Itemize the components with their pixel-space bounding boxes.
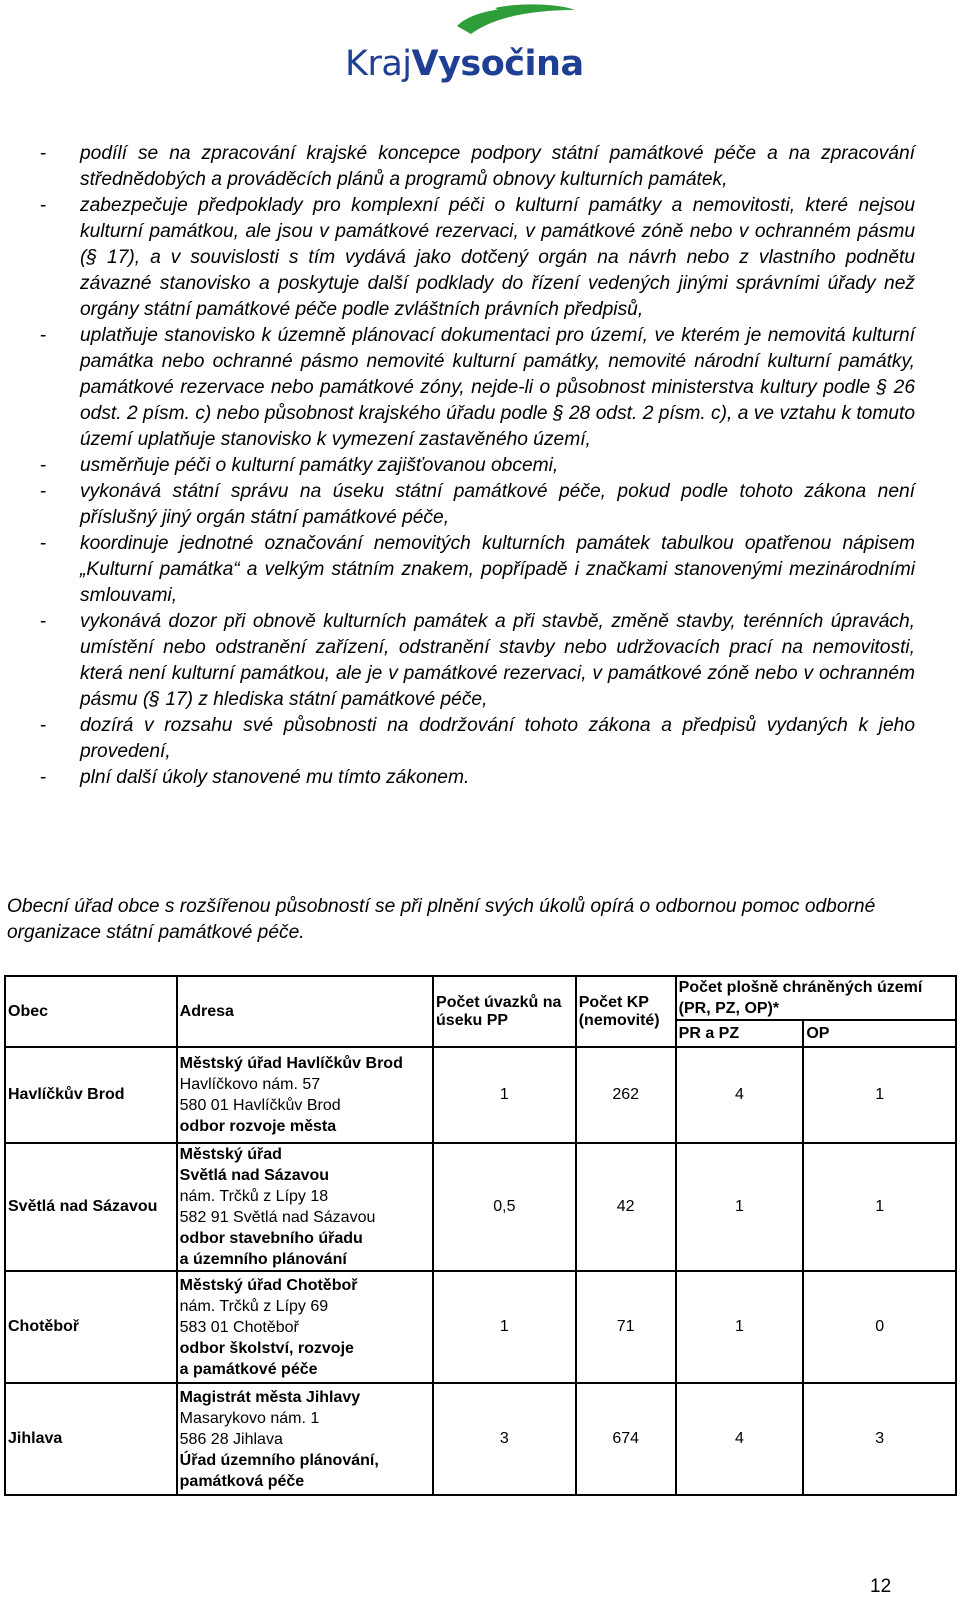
address-line: Masarykovo nám. 1 <box>179 1409 320 1427</box>
page-number: 12 <box>870 1576 892 1597</box>
cell-obec: Chotěboř <box>5 1271 177 1383</box>
cell-obec: Jihlava <box>5 1383 177 1495</box>
address-line: odbor školství, rozvoje <box>179 1339 354 1357</box>
list-item-text: usměrňuje péči o kulturní památky zajišťovanou obcemi, <box>80 455 559 476</box>
address-line: Magistrát města Jihlavy <box>179 1388 361 1406</box>
table-row <box>5 1271 956 1383</box>
list-item-text: podílí se na zpracování krajské koncepce podpory státní památkové péče a na zpracování střednědobých a prováděcích plánů a programů obnovy kulturních památek, <box>80 143 915 190</box>
list-dash: - <box>40 325 47 346</box>
table-row <box>5 1143 956 1271</box>
cell-kp: 674 <box>576 1383 676 1495</box>
cell-kp: 262 <box>576 1047 676 1143</box>
header-uvazky: Počet úvazků na úseku PP <box>433 976 576 1047</box>
list-dash: - <box>40 767 47 788</box>
address-line: odbor stavebního úřadu <box>179 1230 363 1247</box>
list-item <box>40 531 915 609</box>
cell-obec: Světlá nad Sázavou <box>5 1143 177 1271</box>
cell-pr-pz: 4 <box>676 1383 804 1495</box>
address-line: 583 01 Chotěboř <box>179 1318 299 1336</box>
cell-pr-pz: 4 <box>676 1047 804 1143</box>
list-dash: - <box>40 611 47 632</box>
closing-paragraph: Obecní úřad obce s rozšířenou působností se při plnění svých úkolů opírá o odbornou pomoc odborné organizace státní památkové péče. <box>7 896 876 943</box>
cell-adresa <box>177 1271 433 1383</box>
list-dash: - <box>40 455 47 476</box>
list-item <box>40 141 915 193</box>
cell-kp: 71 <box>576 1271 676 1383</box>
address-line: nám. Trčků z Lípy 18 <box>179 1188 329 1205</box>
address-line: Havlíčkovo nám. 57 <box>179 1076 321 1093</box>
list-item-text: dozírá v rozsahu své působnosti na dodržování tohoto zákona a předpisů vydaných k jeho provedení, <box>80 715 915 762</box>
list-item <box>40 193 915 323</box>
kraj-vysocina-logo <box>345 4 595 90</box>
list-item <box>40 453 915 479</box>
address-line: památková péče <box>179 1472 305 1490</box>
cell-pr-pz: 1 <box>676 1271 804 1383</box>
address-line: Světlá nad Sázavou <box>179 1167 330 1184</box>
cell-adresa <box>177 1143 433 1271</box>
cell-uvazky: 1 <box>433 1047 576 1143</box>
list-item-text: vykonává státní správu na úseku státní památkové péče, pokud podle tohoto zákona není příslušný jiný orgán státní památkové péče, <box>80 481 915 528</box>
address-line: 586 28 Jihlava <box>179 1430 283 1448</box>
logo-swoosh-icon <box>345 4 595 44</box>
cell-uvazky: 1 <box>433 1271 576 1383</box>
list-item-text: koordinuje jednotné označování nemovitých kulturních památek tabulkou opatřenou nápisem „Kulturní památka“ a velkým státním znakem, popřípadě i značkami stanovenými mezinárodními smlouvami, <box>80 533 915 606</box>
header-op: OP <box>803 1020 956 1047</box>
cell-obec: Havlíčkův Brod <box>5 1047 177 1143</box>
address-line: 580 01 Havlíčkův Brod <box>179 1097 341 1114</box>
header-plosne: Počet plošně chráněných území (PR, PZ, OP)* <box>676 976 956 1020</box>
header-kp: Počet KP (nemovité) <box>576 976 676 1047</box>
duties-list <box>40 141 915 791</box>
address-line: a územního plánování <box>179 1251 347 1268</box>
list-dash: - <box>40 533 47 554</box>
cell-op: 3 <box>803 1383 956 1495</box>
address-line: Městský úřad Chotěboř <box>179 1276 358 1294</box>
list-item-text: vykonává dozor při obnově kulturních památek a při stavbě, změně stavby, terénních úpravách, umístění nebo odstranění zařízení, odstranění stavby nebo udržovacích prací na nemovitosti, která není kulturní památkou, ale je v památkové rezervaci, v památkové zóně nebo v ochranném pásmu (§ 17) z hlediska státní památkové péče, <box>80 611 915 710</box>
cell-adresa <box>177 1047 433 1143</box>
list-dash: - <box>40 195 47 216</box>
list-item-text: uplatňuje stanovisko k územně plánovací dokumentaci pro území, ve kterém je nemovitá kulturní památka nebo ochranné pásmo nemovité kulturní památky, nemovité národní kulturní památky, památkové rezervace nebo památkové zóny, nejde-li o působnost ministerstva kultury podle § 26 odst. 2 písm. c) nebo působnost krajského úřadu podle § 28 odst. 2 písm. c), a ve vztahu k tomuto území uplatňuje stanovisko k vymezení zastavěného území, <box>80 325 915 450</box>
cell-op: 0 <box>803 1271 956 1383</box>
list-dash: - <box>40 715 47 736</box>
cell-op: 1 <box>803 1143 956 1271</box>
list-item <box>40 765 915 791</box>
address-line: odbor rozvoje města <box>179 1118 337 1135</box>
cell-adresa <box>177 1383 433 1495</box>
list-item-text: zabezpečuje předpoklady pro komplexní péči o kulturní památky a nemovitosti, které nejsou kulturní památkou, ale jsou v památkové rezervaci, v památkové zóně nebo v ochranném pásmu (§ 17), a v souvislosti s tím vydává jako dotčený orgán na návrh nebo z vlastního podnětu závazné stanovisko a poskytuje další podklady do řízení vedených jinými správními úřady než orgány státní památkové péče podle zvláštních právních předpisů, <box>80 195 915 320</box>
list-dash: - <box>40 481 47 502</box>
address-line: Městský úřad <box>179 1146 282 1163</box>
list-item <box>40 479 915 531</box>
list-dash: - <box>40 143 47 164</box>
header-adresa: Adresa <box>177 976 433 1047</box>
address-line: a památkové péče <box>179 1360 318 1378</box>
table-row <box>5 1383 956 1495</box>
cell-kp: 42 <box>576 1143 676 1271</box>
cell-pr-pz: 1 <box>676 1143 804 1271</box>
list-item <box>40 713 915 765</box>
cell-uvazky: 0,5 <box>433 1143 576 1271</box>
offices-table <box>4 975 957 1496</box>
list-item-text: plní další úkoly stanovené mu tímto zákonem. <box>80 767 470 788</box>
table-row <box>5 1047 956 1143</box>
list-item <box>40 609 915 713</box>
address-line: 582 91 Světlá nad Sázavou <box>179 1209 376 1226</box>
address-line: Úřad územního plánování, <box>179 1451 379 1469</box>
address-line: Městský úřad Havlíčkův Brod <box>179 1055 403 1072</box>
header-pr-pz: PR a PZ <box>676 1020 804 1047</box>
cell-uvazky: 3 <box>433 1383 576 1495</box>
cell-op: 1 <box>803 1047 956 1143</box>
header-obec: Obec <box>5 976 177 1047</box>
list-item <box>40 323 915 453</box>
address-line: nám. Trčků z Lípy 69 <box>179 1297 329 1315</box>
logo-text: KrajVysočina <box>345 44 584 84</box>
